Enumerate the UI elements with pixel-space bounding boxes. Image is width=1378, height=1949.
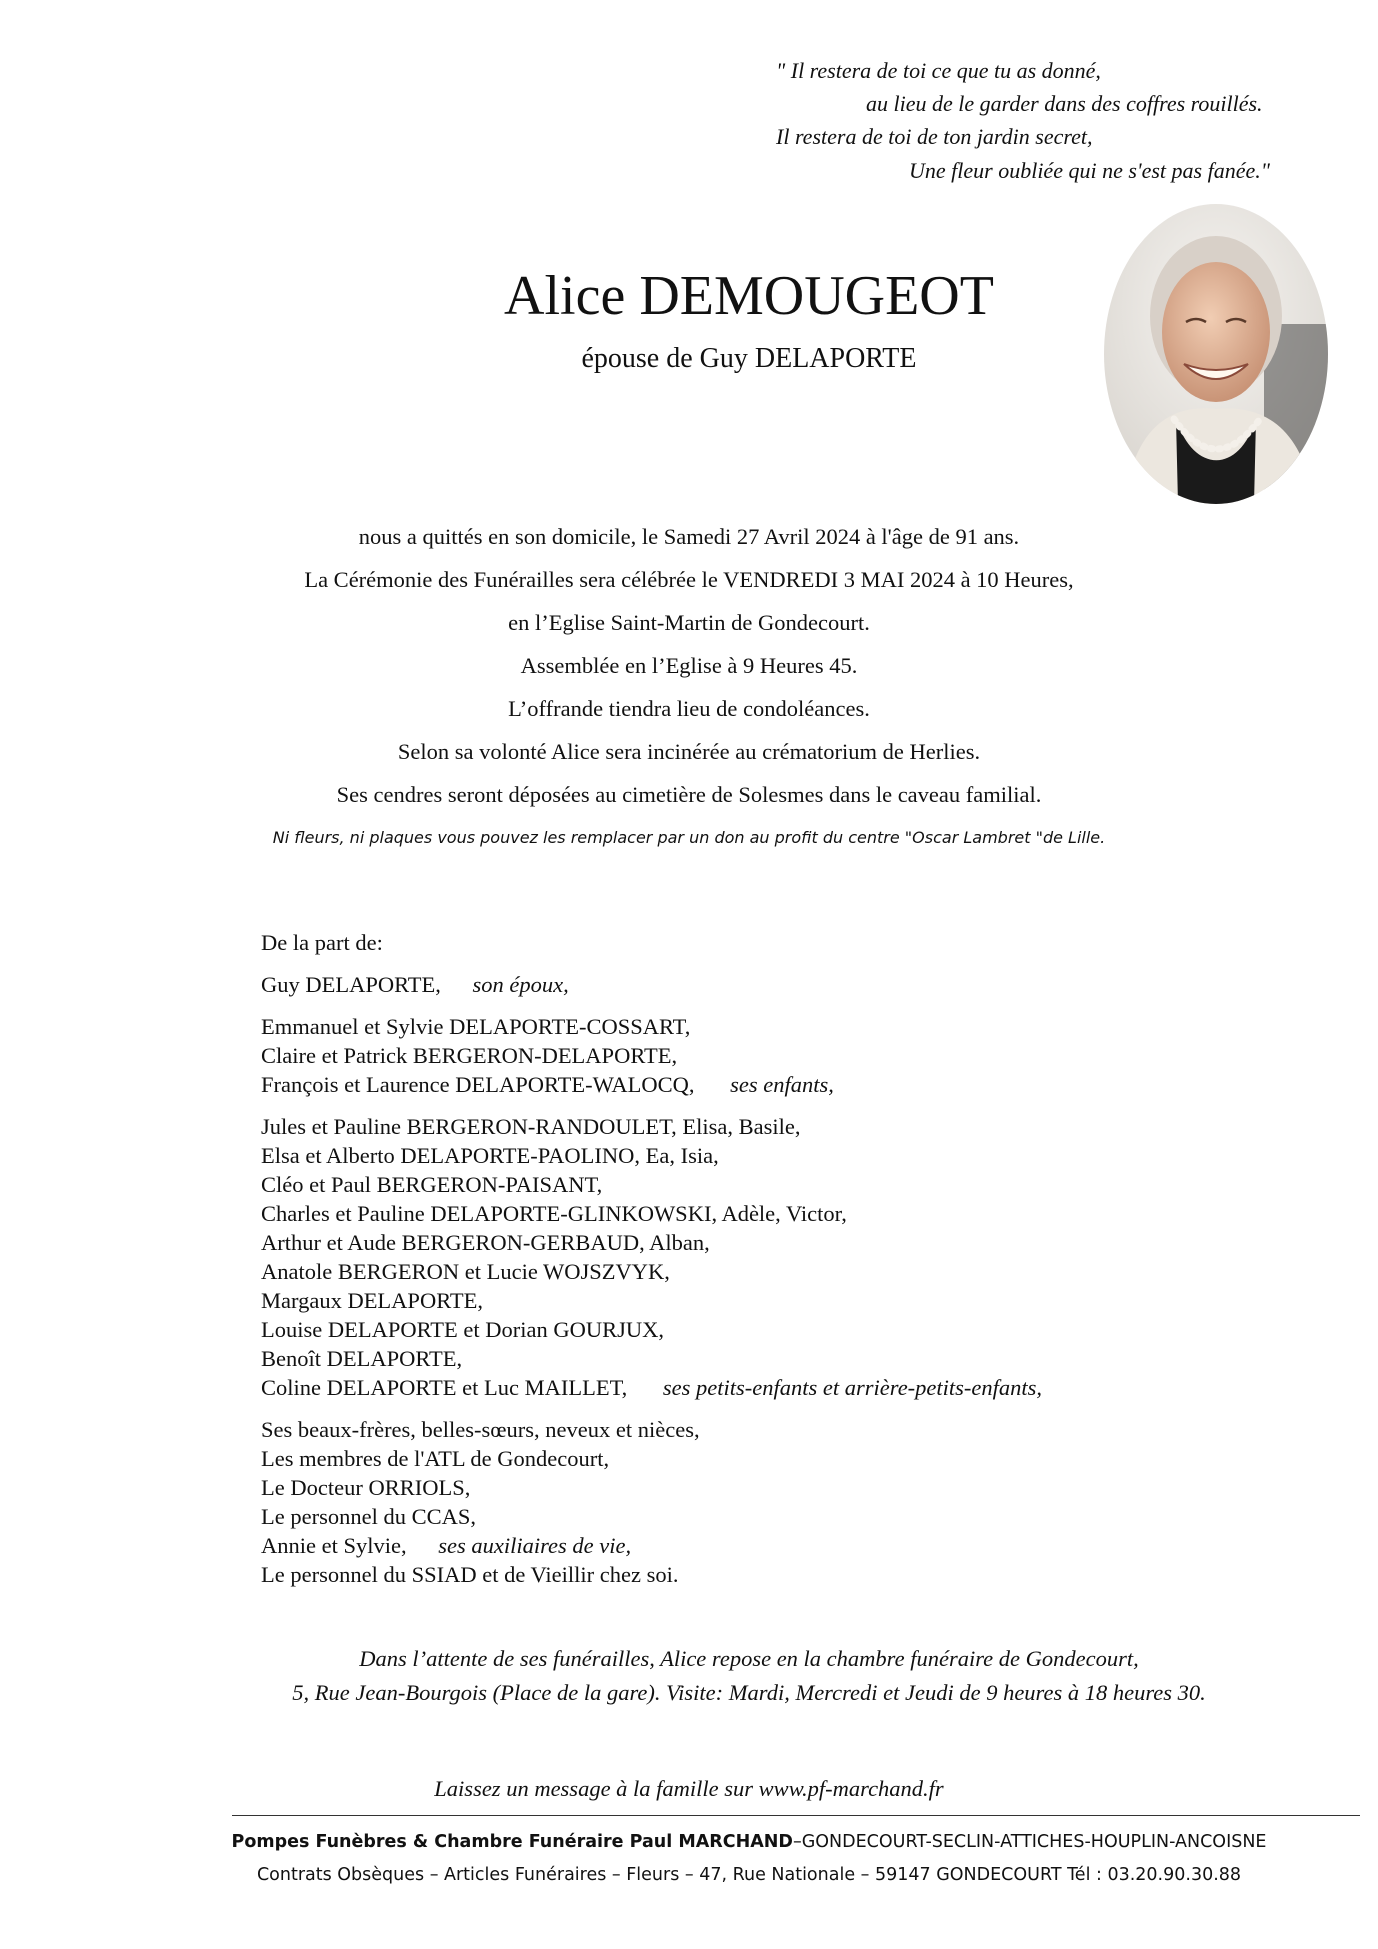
footer-services: Contrats Obsèques – Articles Funéraires – Fleurs – 47, Rue Nationale – 59147 GONDECOURT Tél : 03.20.90.30.88 — [256, 1865, 1242, 1885]
announcement-line-3: en l’Eglise Saint-Martin de Gondecourt. — [508, 610, 870, 635]
grandchild-line: Cléo et Paul BERGERON-PAISANT, — [261, 1172, 603, 1197]
other-line: Les membres de l'ATL de Gondecourt, — [261, 1446, 610, 1471]
epigraph-line-3: Il restera de toi de ton jardin secret, — [776, 124, 1093, 149]
children-relation: ses enfants, — [730, 1072, 834, 1097]
announcement-line-7: Ses cendres seront déposées au cimetière de Solesmes dans le caveau familial. — [336, 782, 1042, 807]
portrait-photo — [1104, 204, 1328, 504]
deceased-spouse: épouse de Guy DELAPORTE — [581, 343, 917, 374]
rest-info-line-2: 5, Rue Jean-Bourgois (Place de la gare). Visite: Mardi, Mercredi et Jeudi de 9 heures à 18 heures 30. — [292, 1680, 1206, 1705]
carers-name: Annie et Sylvie, — [261, 1533, 407, 1558]
family-spouse — [261, 970, 1042, 999]
grandchild-line: Charles et Pauline DELAPORTE-GLINKOWSKI, Adèle, Victor, — [261, 1201, 847, 1226]
child-line: Emmanuel et Sylvie DELAPORTE-COSSART, — [261, 1014, 691, 1039]
footer-divider — [232, 1815, 1360, 1816]
announcement-line-1: nous a quittés en son domicile, le Samedi 27 Avril 2024 à l'âge de 91 ans. — [358, 524, 1020, 549]
child-line — [261, 1070, 1042, 1099]
footer-company-line — [0, 1832, 1378, 1852]
epigraph-line-4: Une fleur oubliée qui ne s'est pas fanée." — [909, 158, 1270, 183]
other-line: Ses beaux-frères, belles-sœurs, neveux et nièces, — [261, 1417, 700, 1442]
epigraph-line-2: au lieu de le garder dans des coffres rouillés. — [866, 91, 1263, 116]
grandchild-line: Elsa et Alberto DELAPORTE-PAOLINO, Ea, Isia, — [261, 1143, 719, 1168]
rest-info-line-1: Dans l’attente de ses funérailles, Alice repose en la chambre funéraire de Gondecourt, — [359, 1646, 1139, 1671]
epigraph-line-1: " Il restera de toi ce que tu as donné, — [776, 58, 1101, 83]
portrait-illustration — [1104, 204, 1328, 504]
child-line-text: François et Laurence DELAPORTE-WALOCQ, — [261, 1072, 695, 1097]
grandchild-line: Anatole BERGERON et Lucie WOJSZVYK, — [261, 1259, 670, 1284]
spouse-name: Guy DELAPORTE, — [261, 972, 441, 997]
other-line: Le personnel du SSIAD et de Vieillir chez soi. — [261, 1562, 679, 1587]
grandchild-line-text: Coline DELAPORTE et Luc MAILLET, — [261, 1375, 628, 1400]
announcement-line-2: La Cérémonie des Funérailles sera célébrée le VENDREDI 3 MAI 2024 à 10 Heures, — [304, 567, 1074, 592]
online-message: Laissez un message à la famille sur www.pf-marchand.fr — [434, 1776, 944, 1801]
child-line: Claire et Patrick BERGERON-DELAPORTE, — [261, 1043, 678, 1068]
other-line: Le Docteur ORRIOLS, — [261, 1475, 471, 1500]
carers-line — [261, 1531, 1042, 1560]
announcement-line-4: Assemblée en l’Eglise à 9 Heures 45. — [520, 653, 858, 678]
grandchild-line: Jules et Pauline BERGERON-RANDOULET, Elisa, Basile, — [261, 1114, 801, 1139]
family-list — [261, 928, 1042, 1602]
footer-company: Pompes Funèbres & Chambre Funéraire Paul MARCHAND — [231, 1832, 793, 1852]
family-others — [261, 1415, 1042, 1589]
other-line: Le personnel du CCAS, — [261, 1504, 476, 1529]
family-grandchildren — [261, 1112, 1042, 1402]
spouse-relation: son époux, — [472, 972, 569, 997]
grandchild-line: Louise DELAPORTE et Dorian GOURJUX, — [261, 1317, 664, 1342]
grandchild-line: Benoît DELAPORTE, — [261, 1346, 463, 1371]
grandchild-line: Arthur et Aude BERGERON-GERBAUD, Alban, — [261, 1230, 710, 1255]
carers-relation: ses auxiliaires de vie, — [438, 1533, 632, 1558]
flowers-note: Ni fleurs, ni plaques vous pouvez les remplacer par un don au profit du centre "Oscar Lambret "de Lille. — [272, 828, 1106, 847]
family-children — [261, 1012, 1042, 1099]
footer-locations: –GONDECOURT-SECLIN-ATTICHES-HOUPLIN-ANCOISNE — [792, 1832, 1267, 1852]
grandchildren-relation: ses petits-enfants et arrière-petits-enfants, — [662, 1375, 1043, 1400]
deceased-name: Alice DEMOUGEOT — [504, 265, 994, 327]
grandchild-line: Margaux DELAPORTE, — [261, 1288, 483, 1313]
announcement-line-5: L’offrande tiendra lieu de condoléances. — [508, 696, 870, 721]
grandchild-line — [261, 1373, 1042, 1402]
family-intro: De la part de: — [261, 930, 383, 955]
announcement-line-6: Selon sa volonté Alice sera incinérée au crématorium de Herlies. — [397, 739, 981, 764]
